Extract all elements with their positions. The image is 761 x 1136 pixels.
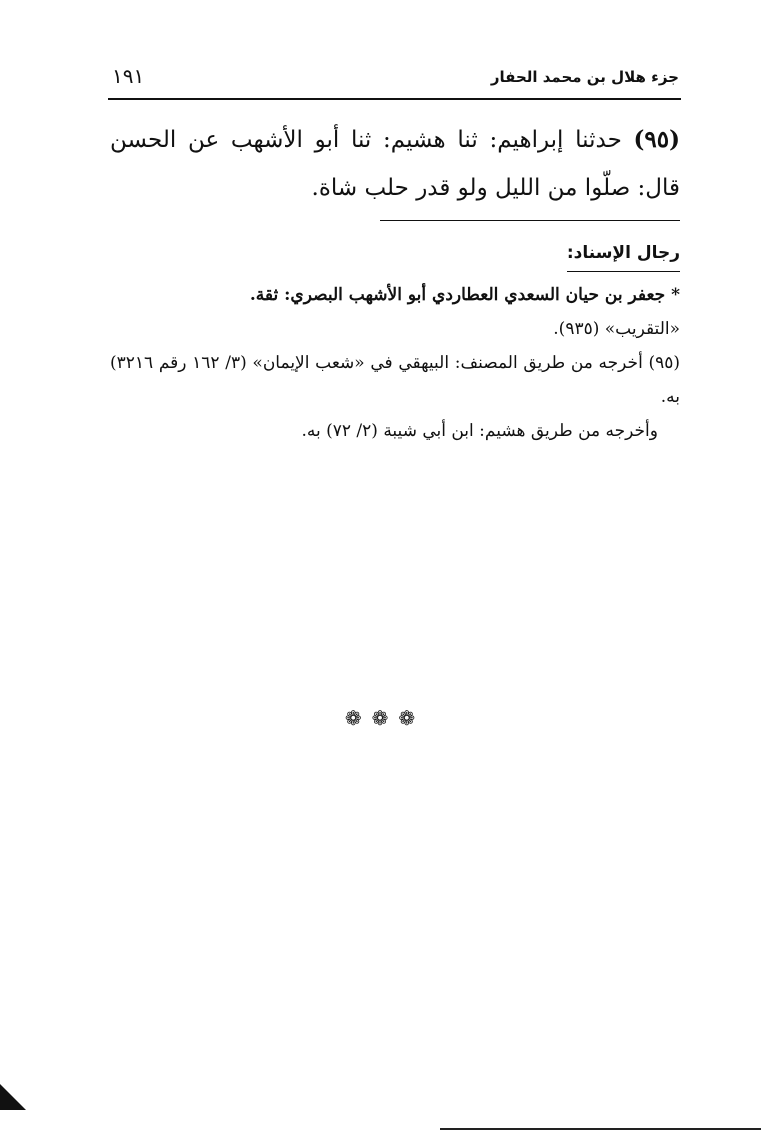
divider-ornament: ❁❁❁ <box>344 706 426 730</box>
main-text <box>110 116 680 212</box>
page-corner-mark <box>0 1084 26 1110</box>
hadith-number: (٩٥) <box>633 126 680 153</box>
narrator-line: * جعفر بن حيان السعدي العطاردي أبو الأشهب البصري: ثقة. <box>249 285 680 305</box>
hadith-paragraph <box>110 116 680 212</box>
hadith-text: حدثنا إبراهيم: ثنا هشيم: ثنا أبو الأشهب عن الحسن قال: صلّوا من الليل ولو قدر حلب شاة. <box>110 127 680 201</box>
footnotes <box>110 236 680 448</box>
section-heading: رجال الإسناد: <box>567 236 680 272</box>
takhrij-note-2: وأخرجه من طريق هشيم: ابن أبي شيبة (٢/ ٧٢) به. <box>301 421 658 441</box>
bottom-edge-line <box>440 1128 761 1130</box>
page-number: ١٩١ <box>112 64 145 88</box>
running-title: جزء هلال بن محمد الحفار <box>490 68 679 86</box>
page-header <box>108 60 681 100</box>
narrator-source: «التقريب» (٩٣٥). <box>553 319 680 339</box>
takhrij-note-1: (٩٥) أخرجه من طريق المصنف: البيهقي في «شعب الإيمان» (٣/ ١٦٢ رقم ٣٢١٦) به. <box>110 353 680 407</box>
footnote-separator <box>380 220 680 221</box>
